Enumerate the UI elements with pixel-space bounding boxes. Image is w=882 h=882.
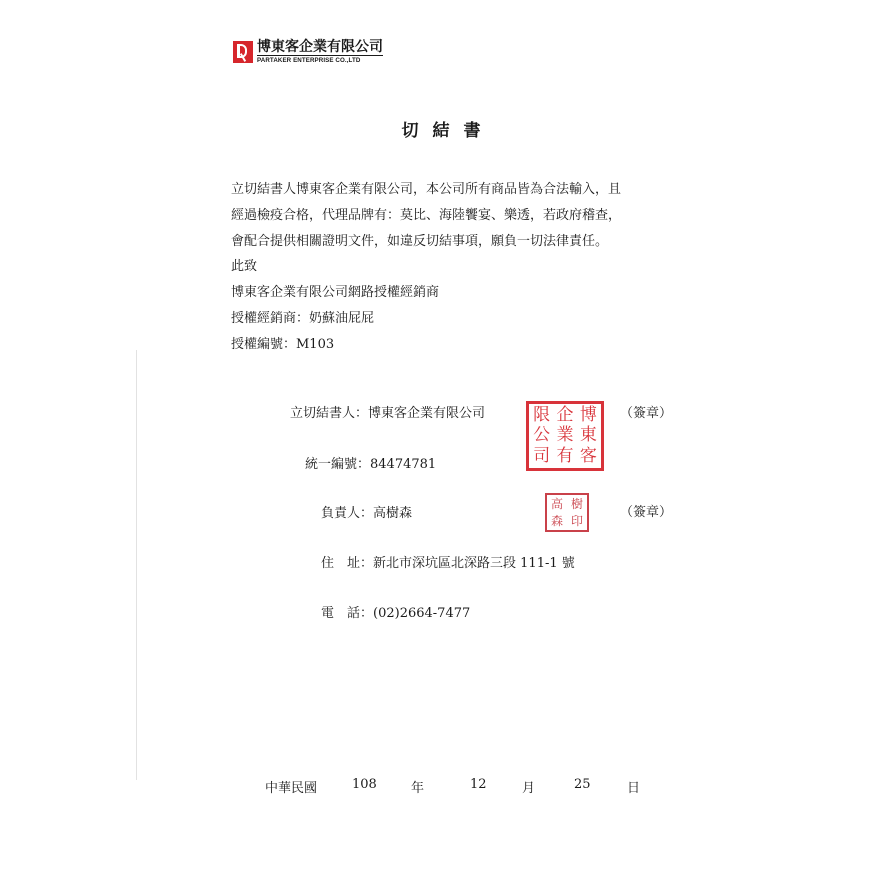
date-day: 25: [574, 777, 591, 792]
body-line: 博東客企業有限公司網路授權經銷商: [231, 285, 440, 301]
seal-char: 森: [550, 514, 563, 529]
date-month-unit: 月: [522, 781, 536, 796]
tax-id-label: 統一編號：: [305, 457, 371, 472]
address-field: [321, 552, 575, 571]
body-line: 經過檢疫合格，代理品牌有：莫比、海陸饗宴、樂透，若政府稽查，: [231, 207, 622, 223]
seal-char: 業: [556, 425, 574, 446]
date-era: 中華民國: [265, 781, 318, 796]
seal-char: 客: [579, 446, 597, 467]
seal-note-company: （簽章）: [620, 406, 673, 421]
seal-char: 樹: [570, 496, 583, 511]
owner-seal: [545, 493, 589, 532]
seal-note-owner: （簽章）: [620, 505, 673, 520]
logo-text: [257, 40, 383, 64]
scan-artifact: [136, 350, 137, 780]
body-line: 會配合提供相關證明文件，如違反切結事項，願負一切法律責任。: [231, 233, 609, 249]
body-line: 立切結書人博東客企業有限公司，本公司所有商品皆為合法輸入，且: [231, 182, 622, 197]
body-line: 此致: [231, 259, 258, 275]
body-line: 授權編號：M103: [231, 336, 335, 352]
seal-char: 東: [579, 425, 597, 446]
address-value: 新北市深坑區北深路三段 111-1 號: [373, 556, 575, 571]
phone-field: [321, 602, 470, 621]
date-year-unit: 年: [411, 781, 425, 796]
phone-value: (02)2664-7477: [373, 606, 471, 621]
owner-label: 負責人：: [321, 506, 374, 521]
seal-char: 限: [533, 404, 551, 425]
seal-char: 高: [550, 496, 563, 511]
owner-value: 高樹森: [373, 506, 413, 521]
address-label: 住 址：: [321, 556, 374, 571]
date-year: 108: [352, 777, 377, 792]
tax-id-value: 84474781: [370, 457, 437, 472]
seal-char: 司: [533, 446, 551, 467]
company-seal: [526, 401, 604, 471]
body-line: 授權經銷商：奶蘇油屁屁: [231, 310, 375, 326]
logo-company-zh: 博東客企業有限公司: [257, 39, 383, 55]
date-month: 12: [470, 777, 487, 792]
document-body: [231, 177, 691, 358]
signer-label: 立切結書人：: [290, 406, 369, 421]
seal-char: 公: [533, 425, 551, 446]
owner-field: [321, 502, 412, 521]
company-logo: [233, 40, 383, 64]
seal-char: 有: [556, 446, 574, 467]
seal-char: 企: [556, 404, 574, 425]
seal-char: 博: [579, 404, 597, 425]
date-day-unit: 日: [627, 781, 641, 796]
logo-mark-icon: [233, 41, 253, 63]
tax-id-field: [305, 453, 436, 472]
signer-field: [290, 402, 485, 421]
document-title: 切結書: [401, 121, 495, 141]
phone-label: 電 話：: [321, 606, 374, 621]
logo-company-en: PARTAKER ENTERPRISE CO.,LTD: [257, 55, 383, 64]
signer-value: 博東客企業有限公司: [368, 406, 486, 421]
seal-char: 印: [570, 514, 583, 529]
